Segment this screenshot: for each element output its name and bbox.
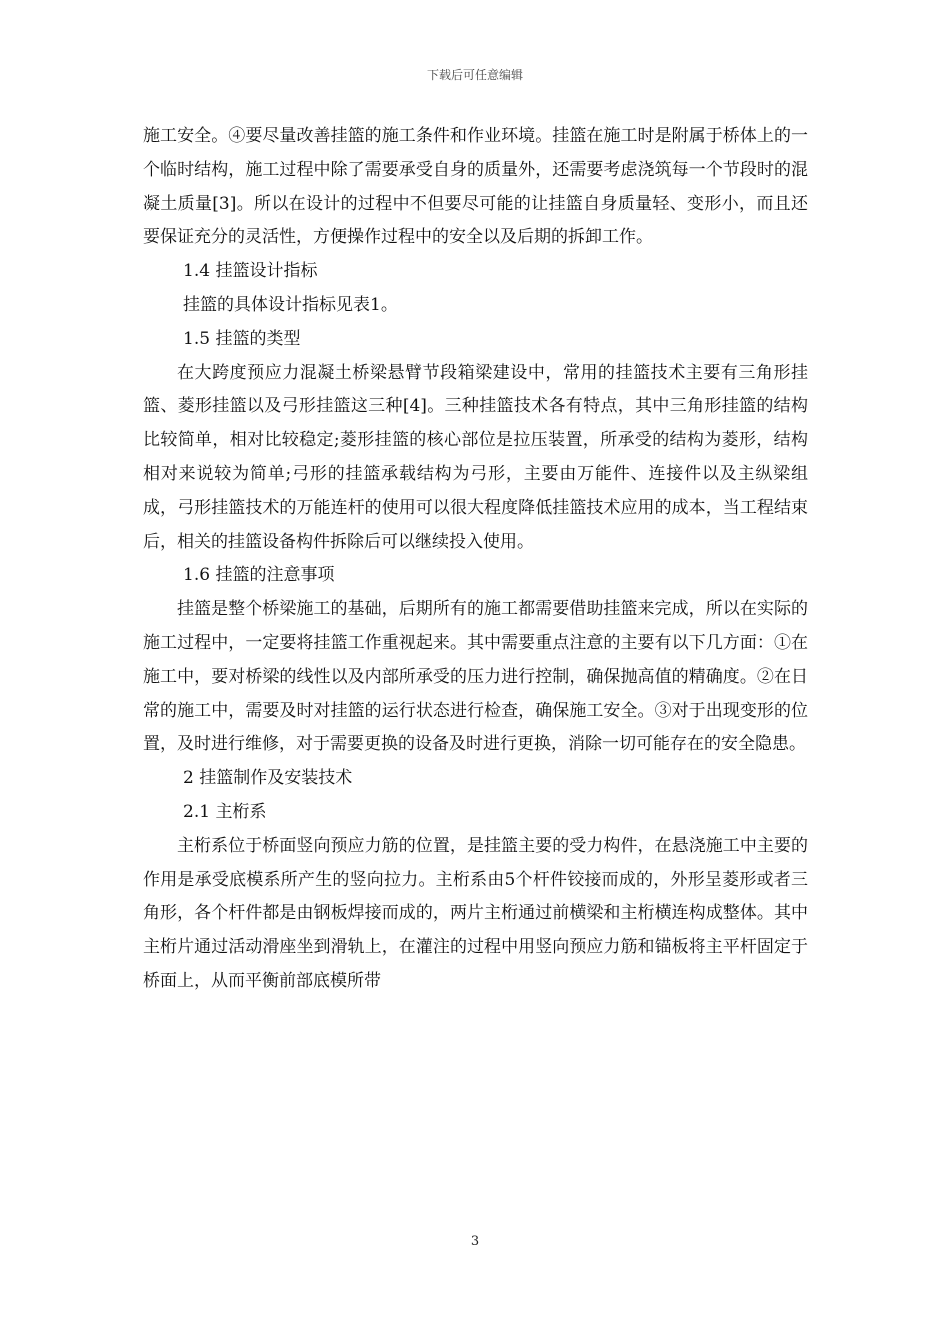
section-heading: 2.1 主桁系 xyxy=(183,801,267,822)
chapter-heading: 2 挂篮制作及安装技术 xyxy=(183,768,353,789)
paragraph-short: 挂篮的具体设计指标见表1。 xyxy=(183,294,398,315)
paragraph: 施工安全。④要尽量改善挂篮的施工条件和作业环境。挂篮在施工时是附属于桥体上的一个临时结构，施工过程中除了需要承受自身的质量外，还需要考虑浇筑每一个节段时的混凝土质量[3]。所以在设计的过程中不但要尽可能的让挂篮自身质量轻、变形小，而且还要保证充分的灵活性，方便操作过程中的安全以及后期的拆卸工作。 xyxy=(143,126,808,248)
paragraph: 主桁系位于桥面竖向预应力筋的位置，是挂篮主要的受力构件，在悬浇施工中主要的作用是承受底模系所产生的竖向拉力。主桁系由5个杆件铰接而成的，外形呈菱形或者三角形，各个杆件都是由钢板焊接而成的，两片主桁通过前横梁和主桁横连构成整体。其中主桁片通过活动滑座坐到滑轨上，在灌注的过程中用竖向预应力筋和锚板将主平杆固定于桥面上，从而平衡前部底模所带 xyxy=(143,835,808,991)
paragraph: 挂篮是整个桥梁施工的基础，后期所有的施工都需要借助挂篮来完成，所以在实际的施工过程中，一定要将挂篮工作重视起来。其中需要重点注意的主要有以下几方面：①在施工中，要对桥梁的线性以及内部所承受的压力进行控制，确保抛高值的精确度。②在日常的施工中，需要及时对挂篮的运行状态进行检查，确保施工安全。③对于出现变形的位置，及时进行维修，对于需要更换的设备及时进行更换，消除一切可能存在的安全隐患。 xyxy=(143,599,808,755)
page-header: 下载后可任意编辑 xyxy=(426,68,523,82)
paragraph: 在大跨度预应力混凝土桥梁悬臂节段箱梁建设中，常用的挂篮技术主要有三角形挂篮、菱形挂篮以及弓形挂篮这三种[4]。三种挂篮技术各有特点，其中三角形挂篮的结构比较简单，相对比较稳定;菱形挂篮的核心部位是拉压装置，所承受的结构为菱形，结构相对来说较为简单;弓形的挂篮承载结构为弓形，主要由万能件、连接件以及主纵梁组成，弓形挂篮技术的万能连杆的使用可以很大程度降低挂篮技术应用的成本，当工程结束后，相关的挂篮设备构件拆除后可以继续投入使用。 xyxy=(143,362,808,552)
section-heading: 1.6 挂篮的注意事项 xyxy=(183,565,335,586)
document-body xyxy=(143,120,808,999)
page-number: 3 xyxy=(470,1234,480,1249)
section-heading: 1.4 挂篮设计指标 xyxy=(183,261,318,282)
section-heading: 1.5 挂篮的类型 xyxy=(183,328,301,349)
